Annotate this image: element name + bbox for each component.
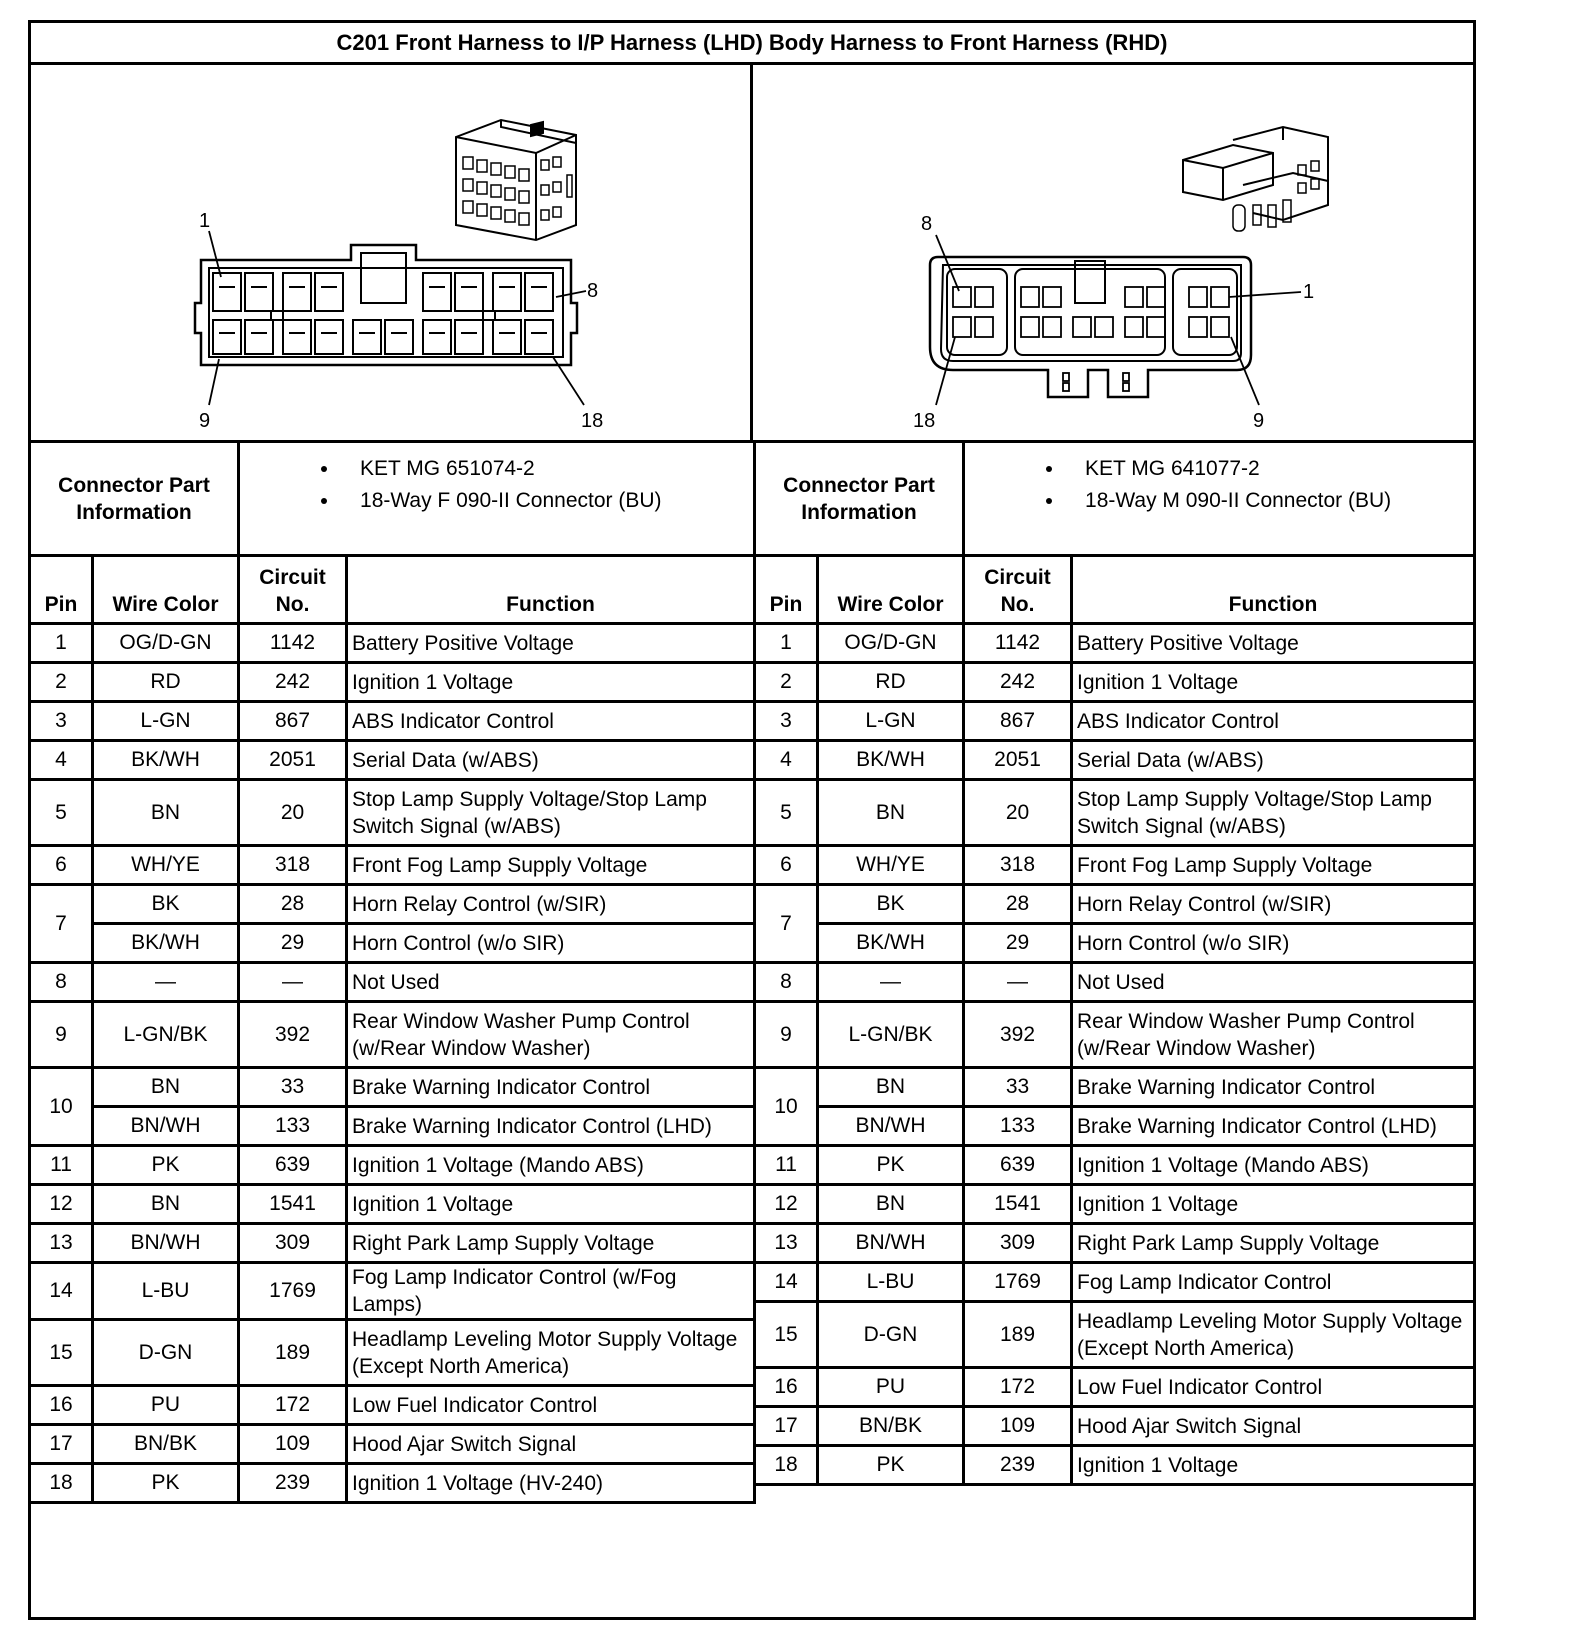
circuit-cell: 1541 bbox=[964, 1185, 1072, 1224]
wire-color-cell: BK/WH bbox=[818, 741, 964, 780]
function-cell: Battery Positive Voltage bbox=[1072, 624, 1475, 663]
function-cell: Horn Control (w/o SIR) bbox=[1072, 924, 1475, 963]
table-row bbox=[755, 1263, 1475, 1302]
right-connector-diagram bbox=[753, 65, 1473, 440]
table-row bbox=[30, 1224, 755, 1263]
function-cell: Low Fuel Indicator Control bbox=[1072, 1368, 1475, 1407]
function-cell: Ignition 1 Voltage bbox=[347, 1185, 755, 1224]
header-function: Function bbox=[1072, 556, 1475, 624]
left-connector-diagram bbox=[31, 65, 753, 440]
pin-cell: 9 bbox=[30, 1002, 93, 1068]
pin-cell: 3 bbox=[30, 702, 93, 741]
table-row bbox=[30, 846, 755, 885]
circuit-cell: 189 bbox=[964, 1302, 1072, 1368]
function-cell: Ignition 1 Voltage (Mando ABS) bbox=[347, 1146, 755, 1185]
left-pin-label-8: 8 bbox=[587, 280, 599, 302]
connector-part-label: Connector Part Information bbox=[755, 442, 964, 556]
wire-color-cell: L-GN/BK bbox=[818, 1002, 964, 1068]
function-cell: Rear Window Washer Pump Control (w/Rear Window Washer) bbox=[1072, 1002, 1475, 1068]
connector-part-number: • KET MG 641077-2 bbox=[1065, 453, 1469, 485]
table-row bbox=[30, 1263, 755, 1320]
table-row bbox=[755, 1407, 1475, 1446]
function-cell: ABS Indicator Control bbox=[1072, 702, 1475, 741]
table-row bbox=[30, 1386, 755, 1425]
function-cell: Serial Data (w/ABS) bbox=[1072, 741, 1475, 780]
connector-info-row bbox=[30, 442, 755, 556]
header-wire-color: Wire Color bbox=[93, 556, 239, 624]
pin-cell: 12 bbox=[30, 1185, 93, 1224]
function-cell: Ignition 1 Voltage (HV-240) bbox=[347, 1464, 755, 1503]
wire-color-cell: WH/YE bbox=[93, 846, 239, 885]
pin-cell: 7 bbox=[30, 885, 93, 963]
wire-color-cell: RD bbox=[818, 663, 964, 702]
circuit-cell: 20 bbox=[964, 780, 1072, 846]
pin-cell: 7 bbox=[755, 885, 818, 963]
circuit-cell: 867 bbox=[239, 702, 347, 741]
pin-cell: 18 bbox=[755, 1446, 818, 1485]
table-row bbox=[30, 702, 755, 741]
wire-color-cell: PU bbox=[93, 1386, 239, 1425]
table-row bbox=[755, 846, 1475, 885]
table-row bbox=[755, 1302, 1475, 1368]
circuit-cell: 639 bbox=[239, 1146, 347, 1185]
pin-cell: 11 bbox=[755, 1146, 818, 1185]
circuit-cell: — bbox=[964, 963, 1072, 1002]
wire-color-cell: PK bbox=[93, 1464, 239, 1503]
wire-color-cell: BK/WH bbox=[93, 741, 239, 780]
pin-cell: 6 bbox=[30, 846, 93, 885]
circuit-cell: 242 bbox=[239, 663, 347, 702]
circuit-cell: 392 bbox=[239, 1002, 347, 1068]
circuit-cell: 109 bbox=[964, 1407, 1072, 1446]
wire-color-cell: BN/WH bbox=[93, 1107, 239, 1146]
table-row bbox=[30, 1320, 755, 1386]
circuit-cell: 2051 bbox=[239, 741, 347, 780]
function-cell: Headlamp Leveling Motor Supply Voltage (Except North America) bbox=[1072, 1302, 1475, 1368]
pin-cell: 2 bbox=[755, 663, 818, 702]
function-cell: Ignition 1 Voltage bbox=[347, 663, 755, 702]
function-cell: Serial Data (w/ABS) bbox=[347, 741, 755, 780]
header-row bbox=[30, 556, 755, 624]
circuit-cell: 1769 bbox=[964, 1263, 1072, 1302]
table-row bbox=[30, 885, 755, 924]
pin-cell: 1 bbox=[755, 624, 818, 663]
pin-cell: 10 bbox=[30, 1068, 93, 1146]
connector-description: • 18-Way M 090-II Connector (BU) bbox=[1065, 485, 1469, 517]
table-row bbox=[30, 663, 755, 702]
wire-color-cell: BN bbox=[818, 1068, 964, 1107]
right-pin-label-18: 18 bbox=[913, 410, 936, 432]
table-row bbox=[755, 1068, 1475, 1107]
pin-cell: 9 bbox=[755, 1002, 818, 1068]
circuit-cell: 309 bbox=[239, 1224, 347, 1263]
header-row bbox=[755, 556, 1475, 624]
wire-color-cell: BN bbox=[93, 780, 239, 846]
connector-document bbox=[28, 20, 1476, 1620]
function-cell: Hood Ajar Switch Signal bbox=[1072, 1407, 1475, 1446]
circuit-cell: 639 bbox=[964, 1146, 1072, 1185]
table-row bbox=[755, 963, 1475, 1002]
wire-color-cell: BK/WH bbox=[93, 924, 239, 963]
function-cell: Ignition 1 Voltage (Mando ABS) bbox=[1072, 1146, 1475, 1185]
table-row bbox=[755, 1002, 1475, 1068]
pin-cell: 12 bbox=[755, 1185, 818, 1224]
function-cell: Right Park Lamp Supply Voltage bbox=[347, 1224, 755, 1263]
connector-part-label: Connector Part Information bbox=[30, 442, 239, 556]
circuit-cell: 318 bbox=[964, 846, 1072, 885]
table-row bbox=[30, 741, 755, 780]
wire-color-cell: PK bbox=[93, 1146, 239, 1185]
wire-color-cell: BN/WH bbox=[818, 1224, 964, 1263]
wire-color-cell: OG/D-GN bbox=[93, 624, 239, 663]
wire-color-cell: BN/WH bbox=[818, 1107, 964, 1146]
header-circuit-no: Circuit No. bbox=[239, 556, 347, 624]
pin-cell: 16 bbox=[755, 1368, 818, 1407]
table-row bbox=[30, 780, 755, 846]
connector-part-info bbox=[239, 442, 755, 556]
left-connector-iso-view bbox=[456, 120, 576, 240]
wire-color-cell: PK bbox=[818, 1146, 964, 1185]
wire-color-cell: WH/YE bbox=[818, 846, 964, 885]
left-connector-face bbox=[195, 245, 577, 365]
circuit-cell: — bbox=[239, 963, 347, 1002]
wire-color-cell: L-BU bbox=[818, 1263, 964, 1302]
table-row bbox=[30, 1464, 755, 1503]
function-cell: Battery Positive Voltage bbox=[347, 624, 755, 663]
table-row bbox=[755, 780, 1475, 846]
pin-cell: 8 bbox=[30, 963, 93, 1002]
wire-color-cell: BN bbox=[93, 1185, 239, 1224]
pin-cell: 15 bbox=[30, 1320, 93, 1386]
circuit-cell: 1769 bbox=[239, 1263, 347, 1320]
pin-cell: 17 bbox=[755, 1407, 818, 1446]
circuit-cell: 172 bbox=[239, 1386, 347, 1425]
header-wire-color: Wire Color bbox=[818, 556, 964, 624]
circuit-cell: 189 bbox=[239, 1320, 347, 1386]
pin-cell: 5 bbox=[755, 780, 818, 846]
wire-color-cell: BN bbox=[93, 1068, 239, 1107]
wire-color-cell: L-GN/BK bbox=[93, 1002, 239, 1068]
pin-cell: 10 bbox=[755, 1068, 818, 1146]
function-cell: Ignition 1 Voltage bbox=[1072, 1185, 1475, 1224]
function-cell: Horn Relay Control (w/SIR) bbox=[347, 885, 755, 924]
table-row bbox=[30, 1107, 755, 1146]
wire-color-cell: BN bbox=[818, 1185, 964, 1224]
pin-cell: 1 bbox=[30, 624, 93, 663]
header-function: Function bbox=[347, 556, 755, 624]
wire-color-cell: D-GN bbox=[93, 1320, 239, 1386]
left-pin-label-1: 1 bbox=[199, 210, 211, 232]
function-cell: Horn Control (w/o SIR) bbox=[347, 924, 755, 963]
header-pin: Pin bbox=[755, 556, 818, 624]
wire-color-cell: BK/WH bbox=[818, 924, 964, 963]
pin-cell: 13 bbox=[30, 1224, 93, 1263]
table-row bbox=[755, 924, 1475, 963]
table-row bbox=[755, 885, 1475, 924]
pin-cell: 15 bbox=[755, 1302, 818, 1368]
wire-color-cell: L-GN bbox=[93, 702, 239, 741]
pin-cell: 16 bbox=[30, 1386, 93, 1425]
circuit-cell: 20 bbox=[239, 780, 347, 846]
circuit-cell: 28 bbox=[239, 885, 347, 924]
function-cell: Front Fog Lamp Supply Voltage bbox=[347, 846, 755, 885]
pin-cell: 3 bbox=[755, 702, 818, 741]
left-connector-drawing bbox=[31, 65, 753, 440]
circuit-cell: 2051 bbox=[964, 741, 1072, 780]
circuit-cell: 1142 bbox=[964, 624, 1072, 663]
pin-cell: 5 bbox=[30, 780, 93, 846]
wire-color-cell: — bbox=[93, 963, 239, 1002]
function-cell: Stop Lamp Supply Voltage/Stop Lamp Switch Signal (w/ABS) bbox=[1072, 780, 1475, 846]
circuit-cell: 867 bbox=[964, 702, 1072, 741]
function-cell: Right Park Lamp Supply Voltage bbox=[1072, 1224, 1475, 1263]
function-cell: Front Fog Lamp Supply Voltage bbox=[1072, 846, 1475, 885]
right-pin-leaders bbox=[936, 235, 1301, 405]
left-pin-label-18: 18 bbox=[581, 410, 604, 432]
function-cell: Fog Lamp Indicator Control bbox=[1072, 1263, 1475, 1302]
right-pin-label-1: 1 bbox=[1303, 281, 1315, 303]
right-pin-label-9: 9 bbox=[1253, 410, 1265, 432]
pin-cell: 17 bbox=[30, 1425, 93, 1464]
pin-cell: 4 bbox=[755, 741, 818, 780]
wire-color-cell: BK bbox=[93, 885, 239, 924]
table-row bbox=[30, 963, 755, 1002]
wire-color-cell: PU bbox=[818, 1368, 964, 1407]
wire-color-cell: L-GN bbox=[818, 702, 964, 741]
function-cell: ABS Indicator Control bbox=[347, 702, 755, 741]
pin-cell: 13 bbox=[755, 1224, 818, 1263]
circuit-cell: 1142 bbox=[239, 624, 347, 663]
pin-cell: 14 bbox=[30, 1263, 93, 1320]
circuit-cell: 242 bbox=[964, 663, 1072, 702]
circuit-cell: 33 bbox=[964, 1068, 1072, 1107]
table-row bbox=[755, 1146, 1475, 1185]
circuit-cell: 133 bbox=[239, 1107, 347, 1146]
right-pinout-table bbox=[753, 440, 1476, 1486]
connector-info-row bbox=[755, 442, 1475, 556]
table-row bbox=[755, 702, 1475, 741]
wire-color-cell: RD bbox=[93, 663, 239, 702]
function-cell: Ignition 1 Voltage bbox=[1072, 1446, 1475, 1485]
function-cell: Rear Window Washer Pump Control (w/Rear Window Washer) bbox=[347, 1002, 755, 1068]
pin-cell: 6 bbox=[755, 846, 818, 885]
function-cell: Not Used bbox=[1072, 963, 1475, 1002]
function-cell: Stop Lamp Supply Voltage/Stop Lamp Switch Signal (w/ABS) bbox=[347, 780, 755, 846]
header-circuit-no: Circuit No. bbox=[964, 556, 1072, 624]
connector-description: • 18-Way F 090-II Connector (BU) bbox=[340, 485, 749, 517]
circuit-cell: 239 bbox=[964, 1446, 1072, 1485]
function-cell: Not Used bbox=[347, 963, 755, 1002]
pin-cell: 18 bbox=[30, 1464, 93, 1503]
table-row bbox=[755, 624, 1475, 663]
right-pin-label-8: 8 bbox=[921, 213, 933, 235]
circuit-cell: 133 bbox=[964, 1107, 1072, 1146]
circuit-cell: 28 bbox=[964, 885, 1072, 924]
left-pinout-table bbox=[28, 440, 756, 1504]
wire-color-cell: PK bbox=[818, 1446, 964, 1485]
pin-cell: 2 bbox=[30, 663, 93, 702]
circuit-cell: 392 bbox=[964, 1002, 1072, 1068]
table-row bbox=[755, 1224, 1475, 1263]
function-cell: Fog Lamp Indicator Control (w/Fog Lamps) bbox=[347, 1263, 755, 1320]
function-cell: Low Fuel Indicator Control bbox=[347, 1386, 755, 1425]
circuit-cell: 33 bbox=[239, 1068, 347, 1107]
wire-color-cell: BN bbox=[818, 780, 964, 846]
wire-color-cell: D-GN bbox=[818, 1302, 964, 1368]
connector-part-number: • KET MG 651074-2 bbox=[340, 453, 749, 485]
function-cell: Brake Warning Indicator Control (LHD) bbox=[347, 1107, 755, 1146]
circuit-cell: 172 bbox=[964, 1368, 1072, 1407]
wire-color-cell: BN/BK bbox=[818, 1407, 964, 1446]
function-cell: Horn Relay Control (w/SIR) bbox=[1072, 885, 1475, 924]
circuit-cell: 109 bbox=[239, 1425, 347, 1464]
circuit-cell: 29 bbox=[239, 924, 347, 963]
table-row bbox=[755, 1368, 1475, 1407]
table-row bbox=[755, 741, 1475, 780]
circuit-cell: 239 bbox=[239, 1464, 347, 1503]
table-row bbox=[30, 924, 755, 963]
table-row bbox=[755, 1446, 1475, 1485]
function-cell: Headlamp Leveling Motor Supply Voltage (Except North America) bbox=[347, 1320, 755, 1386]
function-cell: Brake Warning Indicator Control bbox=[347, 1068, 755, 1107]
function-cell: Brake Warning Indicator Control bbox=[1072, 1068, 1475, 1107]
right-connector-iso-view bbox=[1183, 127, 1328, 231]
pin-cell: 14 bbox=[755, 1263, 818, 1302]
circuit-cell: 318 bbox=[239, 846, 347, 885]
table-row bbox=[30, 1002, 755, 1068]
table-row bbox=[30, 1068, 755, 1107]
header-pin: Pin bbox=[30, 556, 93, 624]
pin-cell: 11 bbox=[30, 1146, 93, 1185]
pin-cell: 8 bbox=[755, 963, 818, 1002]
left-pin-leaders bbox=[209, 231, 586, 405]
function-cell: Ignition 1 Voltage bbox=[1072, 663, 1475, 702]
wire-color-cell: — bbox=[818, 963, 964, 1002]
table-row bbox=[30, 1146, 755, 1185]
table-row bbox=[30, 1185, 755, 1224]
circuit-cell: 309 bbox=[964, 1224, 1072, 1263]
table-row bbox=[755, 1107, 1475, 1146]
wire-color-cell: L-BU bbox=[93, 1263, 239, 1320]
wire-color-cell: OG/D-GN bbox=[818, 624, 964, 663]
pin-cell: 4 bbox=[30, 741, 93, 780]
wire-color-cell: BN/BK bbox=[93, 1425, 239, 1464]
right-connector-drawing bbox=[753, 65, 1473, 440]
function-cell: Hood Ajar Switch Signal bbox=[347, 1425, 755, 1464]
left-pin-label-9: 9 bbox=[199, 410, 211, 432]
circuit-cell: 1541 bbox=[239, 1185, 347, 1224]
table-row bbox=[30, 1425, 755, 1464]
table-row bbox=[30, 624, 755, 663]
wire-color-cell: BN/WH bbox=[93, 1224, 239, 1263]
circuit-cell: 29 bbox=[964, 924, 1072, 963]
table-row bbox=[755, 663, 1475, 702]
document-title: C201 Front Harness to I/P Harness (LHD) Body Harness to Front Harness (RHD) bbox=[31, 23, 1473, 65]
connector-part-info bbox=[964, 442, 1475, 556]
wire-color-cell: BK bbox=[818, 885, 964, 924]
table-row bbox=[755, 1185, 1475, 1224]
function-cell: Brake Warning Indicator Control (LHD) bbox=[1072, 1107, 1475, 1146]
right-connector-face bbox=[930, 257, 1251, 397]
